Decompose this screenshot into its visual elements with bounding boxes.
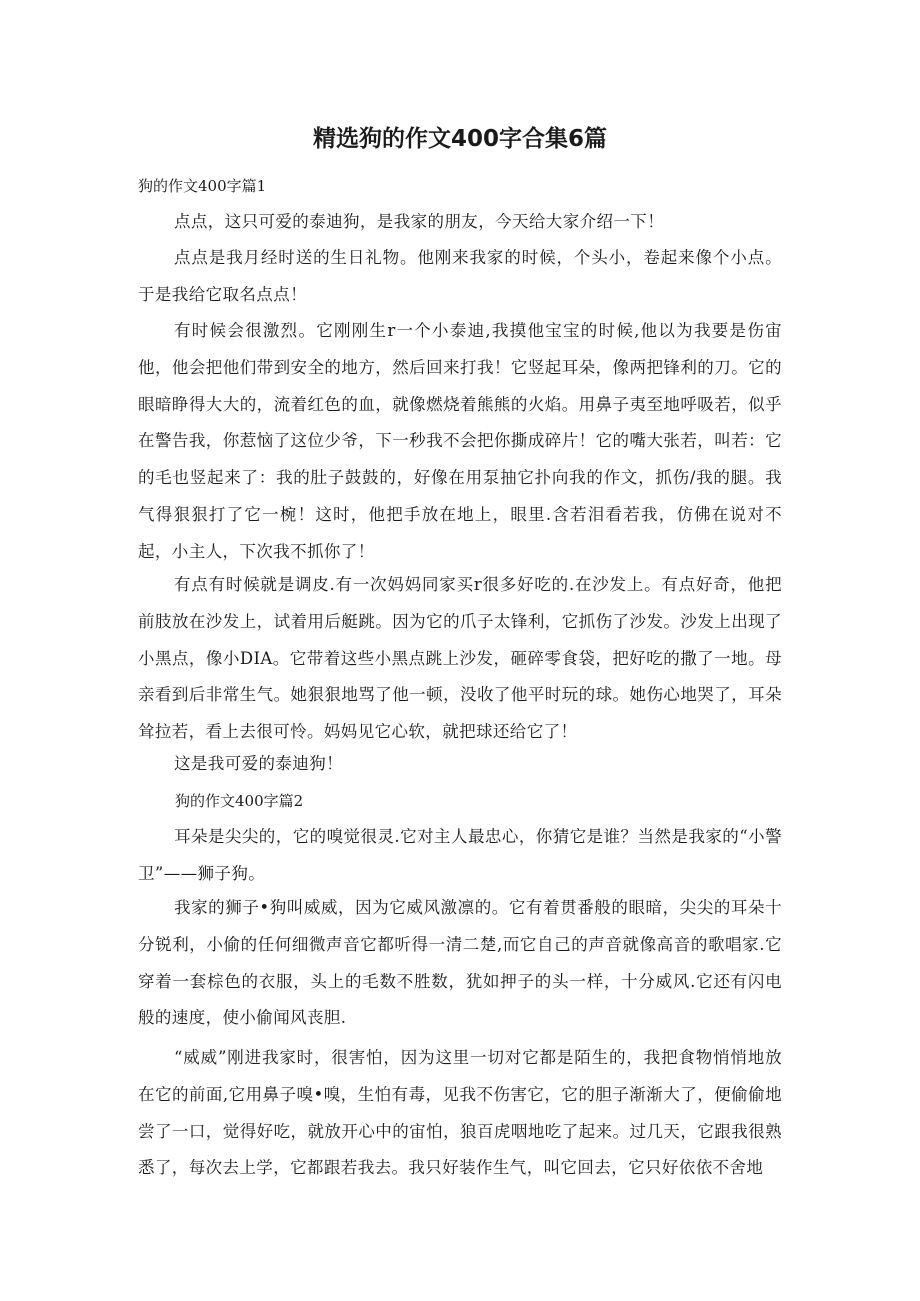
- section-heading: 狗的作文400字篇2: [175, 792, 304, 810]
- document-title: 精选狗的作文400字合集6篇: [312, 126, 607, 152]
- paragraph: 有点有时候就是调皮.有一次妈妈同家买r很多好吃的.在沙发上。有点好奇，他把前肢放在沙发上，试着用后艇跳。因为它的爪子太锋利，它抓伤了沙发。沙发上出现了小黑点，像小DIA。它带着这些小黑点跳上沙发，砸碎零食袋，把好吃的撒了一地。母亲看到后非常生气。她狠狠地骂了他一顿，没收了他平时玩的球。她伤心地哭了，耳朵耸拉若，看上去很可怜。妈妈见它心软，就把球还给它了！: [138, 575, 782, 742]
- section-heading: 狗的作文400字篇1: [138, 177, 267, 195]
- paragraph: 我家的狮子•狗叫威威，因为它威风激凛的。它有着贯番般的眼暗，尖尖的耳朵十分锐利，小偷的任何细微声音它都听得一清二楚,而它自己的声音就像高音的歌唱家.它穿着一套棕色的衣服，头上的毛数不胜数，犹如押子的头一样，十分威风.它还有闪电般的速度，使小偷闻风丧胆.: [138, 898, 782, 1028]
- paragraph: 这是我可爱的泰迪狗！: [174, 754, 343, 773]
- paragraph: 点点是我月经时送的生日礼物。他刚来我家的时候，个头小，卷起来像个小点。于是我给它取名点点！: [138, 248, 782, 304]
- paragraph: 耳朵是尖尖的，它的嗅觉很灵.它对主人最忠心，你猜它是谁？当然是我家的“小警卫”——狮子狗。: [138, 827, 782, 883]
- paragraph: 有时候会很激烈。它刚刚生r一个小泰迪,我摸他宝宝的时候,他以为我要是伤宙他，他会把他们带到安全的地方，然后回来打我！它竖起耳朵，像两把锋利的刀。它的眼暗睁得大大的，流着红色的血，就像燃烧着熊熊的火焰。用鼻子夷至地呼吸若，似乎在警告我，你惹恼了这位少爷，下一秒我不会把你撕成碎片！它的嘴大张若，叫若：它的毛也竖起来了：我的肚子鼓鼓的，好像在用泵抽它扑向我的作文，抓伤/我的腿。我气得狠狠打了它一椀！这时，他把手放在地上，眼里.含若泪看若我，仿佛在说对不起，小主人，下次我不抓你了！: [138, 321, 782, 561]
- paragraph: “威威”刚进我家时，很害怕，因为这里一切对它都是陌生的，我把食物悄悄地放在它的前面,它用鼻子嗅•嗅，生怕有毒，见我不伤害它，它的胆子渐渐大了，便偷偷地尝了一口，觉得好吃，就放开心中的宙怕，狼百虎咽地吃了起来。过几天，它跟我很熟悉了，每次去上学，它都跟若我去。我只好装作生气，叫它回去，它只好依依不舍地: [138, 1048, 782, 1178]
- paragraph: 点点，这只可爱的泰迪狗，是我家的朋友，今天给大家介绍一下！: [174, 212, 665, 231]
